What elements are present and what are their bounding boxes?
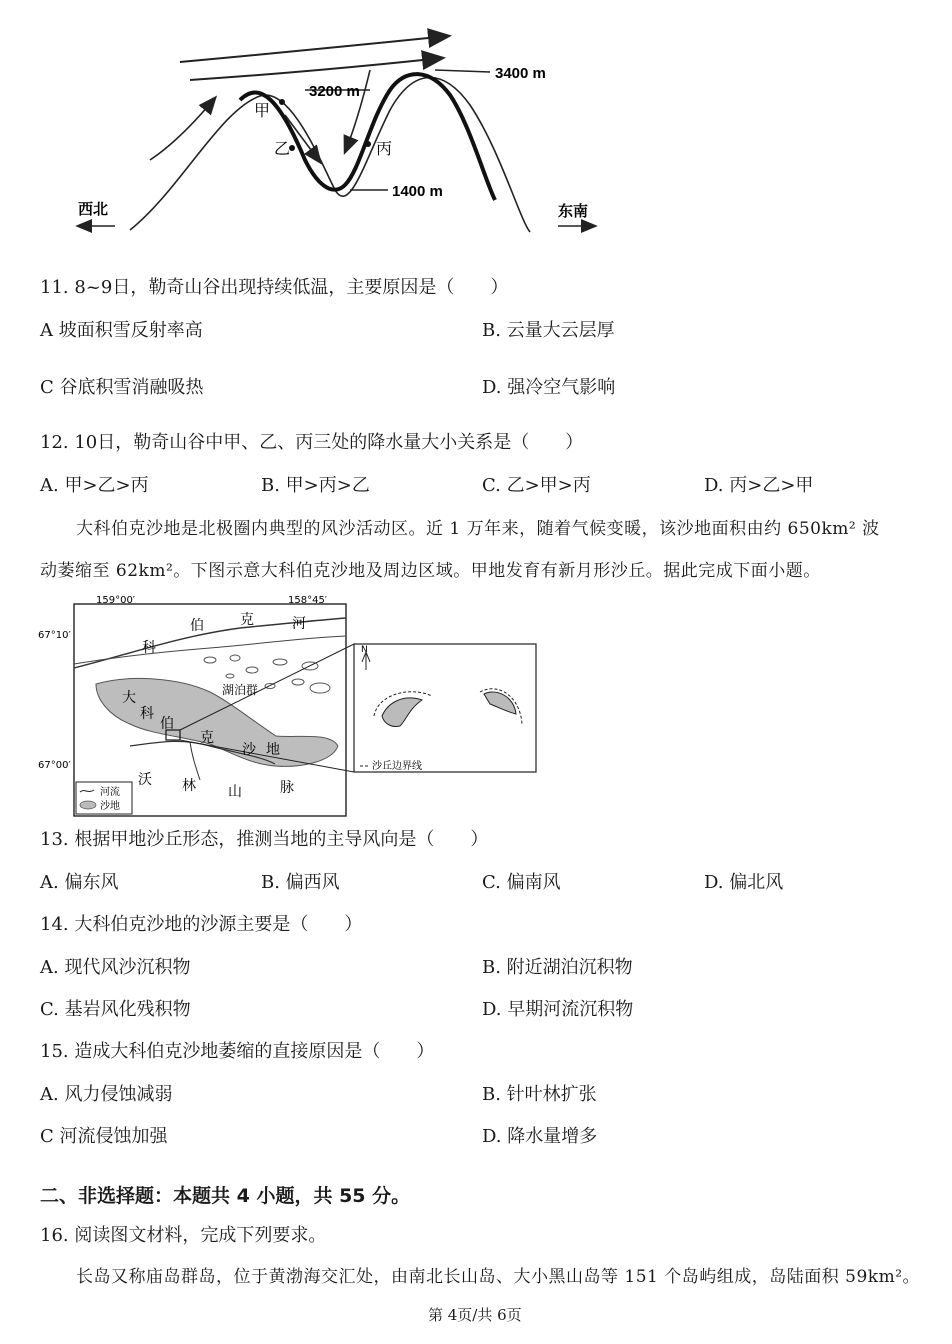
lat-label-1: 67°10′ <box>38 630 71 641</box>
q14-option-b: B. 附近湖泊沉积物 <box>482 957 633 978</box>
q13-option-c: C. 偏南风 <box>482 872 561 893</box>
q12-option-d: D. 丙>乙>甲 <box>704 475 814 496</box>
question-16-text: 长岛又称庙岛群岛，位于黄渤海交汇处，由南北长山岛、大小黑山岛等 151 个岛屿组成，岛陆面积 59km²。 <box>76 1267 921 1287</box>
valley-surface-profile <box>240 74 495 200</box>
point-bing-marker <box>365 141 371 147</box>
label-bing: 丙 <box>376 139 393 158</box>
section-2-heading: 二、非选择题：本题共 4 小题，共 55 分。 <box>40 1185 411 1207</box>
passage-line-2: 动萎缩至 62km²。下图示意大科伯克沙地及周边区域。甲地发育有新月形沙丘。据此完成下面小题。 <box>40 561 821 581</box>
legend-river: 河流 <box>100 787 120 798</box>
label-jia: 甲 <box>254 101 271 120</box>
q14-option-a: A. 现代风沙沉积物 <box>40 957 191 978</box>
q15-option-b: B. 针叶林扩张 <box>482 1084 597 1105</box>
lon-label-2: 158°45′ <box>288 595 328 606</box>
river-name-kee: 克 <box>240 612 254 628</box>
label-northwest: 西北 <box>78 200 109 218</box>
mountain-mai: 脉 <box>280 780 294 796</box>
outer-profile-line <box>130 78 530 233</box>
q15-option-a: A. 风力侵蚀减弱 <box>40 1084 173 1105</box>
sand-da: 大 <box>122 690 136 706</box>
q15-option-d: D. 降水量增多 <box>482 1126 598 1147</box>
sand-di: 地 <box>266 742 280 758</box>
lakes-label: 湖泊群 <box>222 683 259 697</box>
sand-bo: 伯 <box>160 716 174 732</box>
mountain-lin: 林 <box>182 778 196 794</box>
q11-option-d: D. 强冷空气影响 <box>482 377 616 398</box>
question-15: 15. 造成大科伯克沙地萎缩的直接原因是（ ） <box>40 1041 435 1062</box>
question-14: 14. 大科伯克沙地的沙源主要是（ ） <box>40 914 363 935</box>
mountain-wo: 沃 <box>138 772 152 788</box>
q14-option-d: D. 早期河流沉积物 <box>482 999 634 1020</box>
q11-option-a: A 坡面积雪反射率高 <box>40 320 203 341</box>
point-jia-marker <box>279 99 285 105</box>
sand-sha: 沙 <box>242 742 256 758</box>
label-3200: 3200 m <box>309 83 360 100</box>
label-yi: 乙 <box>274 139 291 158</box>
q13-option-d: D. 偏北风 <box>704 872 784 893</box>
label-southeast: 东南 <box>558 202 589 220</box>
legend-sand: 沙地 <box>100 801 120 812</box>
upslope-arrow-left <box>150 98 215 160</box>
sand-ke: 科 <box>140 706 154 722</box>
mountain-shan: 山 <box>228 784 242 800</box>
q11-option-b: B. 云量大云层厚 <box>482 320 615 341</box>
north-arrow-label: N <box>361 645 368 655</box>
q13-option-b: B. 偏西风 <box>261 872 340 893</box>
q11-option-c: C 谷底积雪消融吸热 <box>40 377 204 398</box>
q12-option-c: C. 乙>甲>丙 <box>482 475 591 496</box>
leader-3400 <box>435 70 490 72</box>
sand-field-map <box>38 595 550 818</box>
river-name-he: 河 <box>292 616 306 632</box>
q12-option-b: B. 甲>丙>乙 <box>261 475 370 496</box>
lon-label-1: 159°00′ <box>96 595 136 606</box>
question-16: 16. 阅读图文材料，完成下列要求。 <box>40 1225 327 1246</box>
page-footer: 第 4页/共 6页 <box>428 1306 522 1324</box>
inset-legend: 沙丘边界线 <box>372 761 422 772</box>
question-12: 12. 10日，勒奇山谷中甲、乙、丙三处的降水量大小关系是（ ） <box>40 432 584 453</box>
valley-cross-section-figure <box>70 10 630 260</box>
q12-option-a: A. 甲>乙>丙 <box>40 475 149 496</box>
question-11: 11. 8~9日，勒奇山谷出现持续低温，主要原因是（ ） <box>40 277 509 298</box>
q15-option-c: C 河流侵蚀加强 <box>40 1126 168 1147</box>
river-name-ke: 科 <box>142 640 156 656</box>
airflow-arrow-top <box>180 36 448 62</box>
q13-option-a: A. 偏东风 <box>40 872 119 893</box>
river-name-bo: 伯 <box>190 618 204 634</box>
label-1400: 1400 m <box>392 183 443 200</box>
lat-label-2: 67°00′ <box>38 760 71 771</box>
q14-option-c: C. 基岩风化残积物 <box>40 999 191 1020</box>
label-3400: 3400 m <box>495 65 546 82</box>
sand-kee: 克 <box>200 730 214 746</box>
passage-line-1: 大科伯克沙地是北极圈内典型的风沙活动区。近 1 万年来，随着气候变暖，该沙地面积由约 650km² 波 <box>76 519 880 539</box>
question-13: 13. 根据甲地沙丘形态，推测当地的主导风向是（ ） <box>40 829 489 850</box>
